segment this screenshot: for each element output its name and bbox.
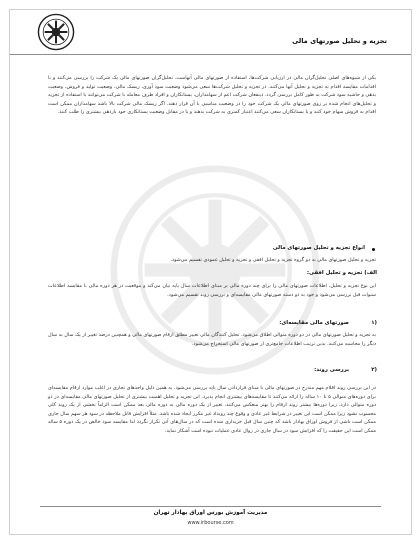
exchange-logo-icon [37, 13, 75, 51]
document-page [9, 9, 412, 535]
trend-paragraph: در این بررسی روند اقلام مهم مندرج در صورتهای مالی با مبنای قراردادن سال پایه بررسی می‌شود. به همین دلیل واحدهای تجاری در اغلب موارد ارقام مقایسه‌ای برای دوره‌های متوالی ۵ تا ۱۰ ساله را ارائه می‌کنند تا مقایسه‌های بیشتری انجام پذیرد. این تجزیه و تحلیل اهمیت بیشتری از تحلیل صورتهای مالی مقایسه‌ای در دو دوره متوالی دارد، زیرا دوره‌ها بیشتر روند ارقام را بهتر منعکس می‌کنند. تغییر از یک دوره مالی به دوره مالی بعد ممکن است الزاماً بخشی از یک روند کلی محسوب نشود زیرا ممکن است این تغییر در شرایط غیر عادی و وقوع چند رویداد غیر مکرر ایجاد شده باشد. مثلاً افزایش قابل ملاحظه در سود هر سهم سال جاری ممکن است ناشی از فروش اوراق بهادار باشد که چنین سال قبل خریداری شده است که در سال‌های آتی تکرار نگردد لذا مقایسه سود خالص در یک دوره ۵ ساله ممکن است این حقیقت را که افزایش سود در سال جاری در روال عادی عملیات نبوده است آشکار نماید. [48, 385, 376, 434]
types-heading: انواع تجزیه و تحلیل صورتهای مالی [272, 245, 365, 251]
footer-title: مدیریت آموزش بورس اوراق بهادار تهران [153, 510, 268, 516]
footer-url[interactable]: www.irbourse.com [187, 520, 234, 526]
bullet-icon [372, 248, 375, 251]
horizontal-heading: الف) تجزیه و تحلیل افقی: [306, 270, 377, 276]
comparative-number: (۱ [371, 320, 377, 326]
trend-heading: بررسی روند: [314, 367, 349, 373]
header-title: تجزیه و تحلیل صورتهای مالی [292, 37, 387, 45]
footer-divider [40, 506, 381, 507]
types-paragraph: تجزیه و تحلیل صورتهای مالی به دو گروه تجزیه و تحلیل افقی و تجزیه و تحلیل عمودی تقسیم می‌شود. [170, 257, 376, 263]
horizontal-paragraph: این نوع تجزیه و تحلیل، اطلاعات صورتهای مالی را برای چند دوره مالی بر مبنای اطلاعات سال پایه بیان می‌کند و موقعیت در هر دوره مالی با مقایسه اطلاعات سنوات قبل بررسی می‌شود و خود به دو دسته صورتهای مالی مقایسه‌ای و بررسی روند تقسیم می‌شود. [48, 283, 376, 298]
intro-paragraph: یکی از شیوه‌های اصلی تحلیل‌گران مالی در ارزیابی شرکت‌ها، استفاده از صورتهای مالی آنهاست. تحلیل‌گران صورتهای مالی یک شرکت را بررسی می‌کنند و با اقدامات مقایسه اقدام به تجزیه و تحلیل آنها می‌کنند. در تجزیه و تحلیل شرکت‌ها سعی می‌شود وضعیت سود آوری، ریسک مالی، وضعیت تولید و فروش، وضعیت بدهی و حاشیه سود شرکت به طور کامل بررسی گردد. ذینفعان شرکت اعم از سهامداران، بستانکاران و افراد طرف معامله با شرکت می‌توانند با استفاده از تجزیه و تحلیل‌های انجام شده بر روی صورتهای مالی یک شرکت خود را در وضعیت مناسبی با آن قرار دهند. اگر ریسک مالی شرکت بالا باشد سهامداران ممکن است اقدام به فروش سهام خود کنند و یا بستانکاران سعی می‌کنند اعتبار کمتری به شرکت بدهند و یا در مقابل وضعیت بستانکاری خود بازدهی بیشتری را طلب کنند. [48, 75, 376, 116]
trend-number: (۲ [371, 367, 377, 373]
page-header [10, 10, 411, 55]
comparative-paragraph: به تجزیه و تحلیل صورتهای مالی در دو دوره متوالی اطلاق می‌شود. تحلیل کنندگان مالی تغییر مطلق ارقام صورتهای مالی و همچنین درصد تغییر از یک سال به سال دیگر را محاسبه می‌کنند. بدین ترتیب اطلاعات جامع‌تری از صورتهای مالی استخراج می‌شود. [48, 332, 376, 347]
comparative-heading: صورتهای مالی مقایسه‌ای: [279, 320, 349, 326]
